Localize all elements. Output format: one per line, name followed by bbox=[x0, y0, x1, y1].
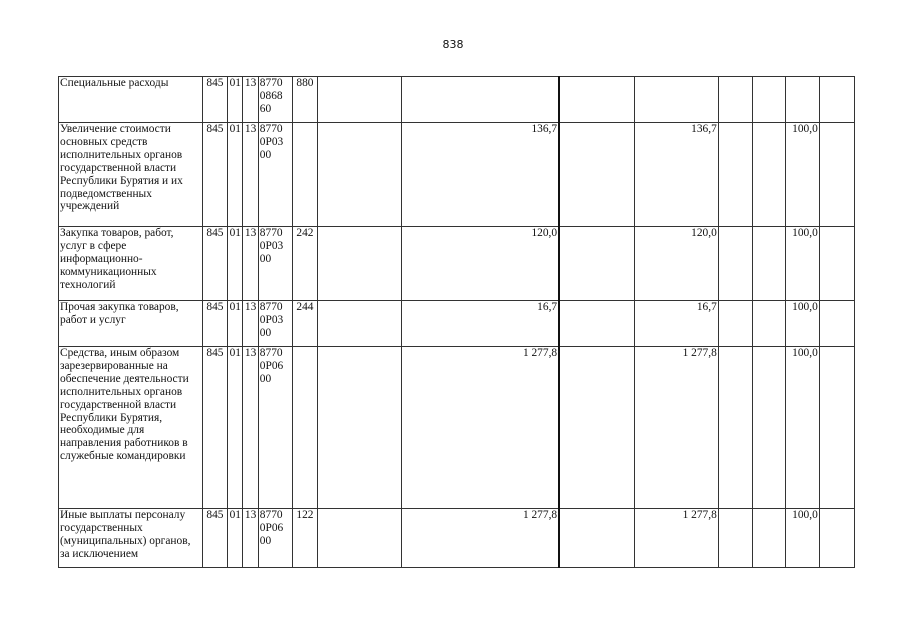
amount-actual: 120,0 bbox=[635, 227, 718, 301]
table-row bbox=[59, 509, 855, 568]
table-row bbox=[59, 123, 855, 227]
empty-cell bbox=[718, 301, 752, 347]
budget-table bbox=[58, 76, 855, 568]
target-article-code: 8770 0P03 00 bbox=[258, 227, 292, 301]
table-row bbox=[59, 301, 855, 347]
empty-cell bbox=[718, 347, 752, 509]
empty-cell bbox=[752, 77, 785, 123]
page-number: 838 bbox=[442, 38, 464, 51]
amount-actual: 1 277,8 bbox=[635, 347, 718, 509]
ministry-code: 845 bbox=[202, 509, 227, 568]
amount-plan: 136,7 bbox=[401, 123, 559, 227]
empty-cell bbox=[718, 123, 752, 227]
row-name: Средства, иным образом зарезервированные на обеспечение деятельности исполнительных органов государственной власти Республики Бурятия, необходимые для направления работников в служебные командировки bbox=[59, 347, 203, 509]
amount-plan: 16,7 bbox=[401, 301, 559, 347]
target-article-code: 8770 0868 60 bbox=[258, 77, 292, 123]
row-name: Иные выплаты персоналу государственных (муниципальных) органов, за исключением bbox=[59, 509, 203, 568]
percent-executed: 100,0 bbox=[785, 347, 819, 509]
expense-type-code: 122 bbox=[292, 509, 317, 568]
empty-cell bbox=[318, 227, 401, 301]
empty-cell bbox=[318, 123, 401, 227]
percent-executed: 100,0 bbox=[785, 227, 819, 301]
empty-cell bbox=[819, 347, 854, 509]
empty-cell bbox=[819, 227, 854, 301]
table-row bbox=[59, 77, 855, 123]
amount-actual: 16,7 bbox=[635, 301, 718, 347]
ministry-code: 845 bbox=[202, 123, 227, 227]
ministry-code: 845 bbox=[202, 301, 227, 347]
table-row bbox=[59, 347, 855, 509]
target-article-code: 8770 0P06 00 bbox=[258, 509, 292, 568]
row-name: Прочая закупка товаров, работ и услуг bbox=[59, 301, 203, 347]
percent-executed: 100,0 bbox=[785, 123, 819, 227]
table-row bbox=[59, 227, 855, 301]
percent-executed: 100,0 bbox=[785, 301, 819, 347]
empty-cell bbox=[718, 509, 752, 568]
amount-actual bbox=[635, 77, 718, 123]
target-article-code: 8770 0P06 00 bbox=[258, 347, 292, 509]
empty-cell bbox=[752, 347, 785, 509]
empty-cell bbox=[718, 227, 752, 301]
empty-cell bbox=[819, 301, 854, 347]
empty-cell bbox=[752, 123, 785, 227]
empty-cell bbox=[752, 509, 785, 568]
expense-type-code: 880 bbox=[292, 77, 317, 123]
empty-cell bbox=[752, 227, 785, 301]
amount-actual: 136,7 bbox=[635, 123, 718, 227]
expense-type-code bbox=[292, 347, 317, 509]
expense-type-code: 242 bbox=[292, 227, 317, 301]
amount-actual: 1 277,8 bbox=[635, 509, 718, 568]
subsection-code: 13 bbox=[243, 123, 258, 227]
empty-cell bbox=[318, 347, 401, 509]
empty-cell bbox=[318, 301, 401, 347]
amount-plan: 120,0 bbox=[401, 227, 559, 301]
empty-cell bbox=[752, 301, 785, 347]
target-article-code: 8770 0P03 00 bbox=[258, 123, 292, 227]
target-article-code: 8770 0P03 00 bbox=[258, 301, 292, 347]
row-name: Увеличение стоимости основных средств исполнительных органов государственной власти Республики Бурятия и их подведомственных учреждений bbox=[59, 123, 203, 227]
empty-cell bbox=[559, 301, 635, 347]
subsection-code: 13 bbox=[243, 301, 258, 347]
subsection-code: 13 bbox=[243, 509, 258, 568]
row-name: Специальные расходы bbox=[59, 77, 203, 123]
empty-cell bbox=[559, 227, 635, 301]
empty-cell bbox=[559, 123, 635, 227]
subsection-code: 13 bbox=[243, 77, 258, 123]
amount-plan bbox=[401, 77, 559, 123]
ministry-code: 845 bbox=[202, 227, 227, 301]
empty-cell bbox=[559, 509, 635, 568]
row-name: Закупка товаров, работ, услуг в сфере информационно-коммуникационных технологий bbox=[59, 227, 203, 301]
section-code: 01 bbox=[228, 347, 243, 509]
empty-cell bbox=[318, 77, 401, 123]
ministry-code: 845 bbox=[202, 77, 227, 123]
empty-cell bbox=[718, 77, 752, 123]
empty-cell bbox=[819, 77, 854, 123]
empty-cell bbox=[819, 123, 854, 227]
subsection-code: 13 bbox=[243, 347, 258, 509]
empty-cell bbox=[559, 347, 635, 509]
expense-type-code bbox=[292, 123, 317, 227]
section-code: 01 bbox=[228, 301, 243, 347]
empty-cell bbox=[318, 509, 401, 568]
empty-cell bbox=[819, 509, 854, 568]
amount-plan: 1 277,8 bbox=[401, 509, 559, 568]
section-code: 01 bbox=[228, 509, 243, 568]
expense-type-code: 244 bbox=[292, 301, 317, 347]
section-code: 01 bbox=[228, 77, 243, 123]
empty-cell bbox=[559, 77, 635, 123]
ministry-code: 845 bbox=[202, 347, 227, 509]
amount-plan: 1 277,8 bbox=[401, 347, 559, 509]
subsection-code: 13 bbox=[243, 227, 258, 301]
section-code: 01 bbox=[228, 123, 243, 227]
section-code: 01 bbox=[228, 227, 243, 301]
percent-executed bbox=[785, 77, 819, 123]
percent-executed: 100,0 bbox=[785, 509, 819, 568]
